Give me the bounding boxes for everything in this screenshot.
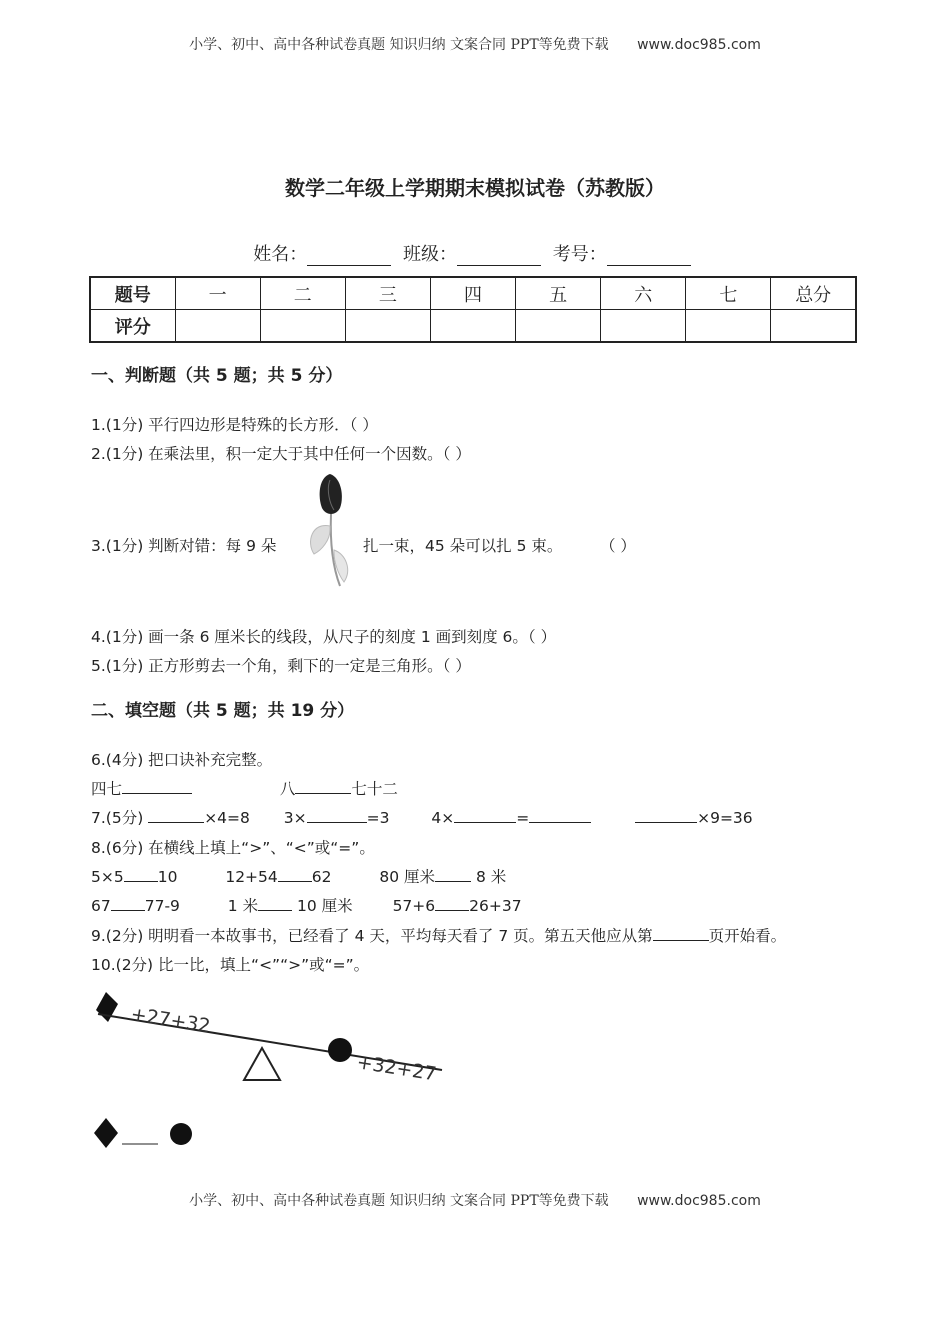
q8-expr: 80 厘米 <box>379 868 436 886</box>
class-field[interactable] <box>457 247 541 266</box>
score-input-cell[interactable] <box>430 310 515 343</box>
q8-expr: 5×5 <box>91 868 124 886</box>
exam-no-field[interactable] <box>607 247 691 266</box>
score-input-cell[interactable] <box>686 310 771 343</box>
question-8-row-1 <box>91 865 506 887</box>
q7-text: 3× <box>283 809 307 827</box>
answer-blank[interactable] <box>258 896 292 911</box>
q7-label: 7.(5分) <box>91 809 144 827</box>
answer-blank[interactable] <box>653 926 709 941</box>
question-3-text-a: 3.(1分) 判断对错：每 9 朵 <box>91 537 277 555</box>
comparison-row <box>92 1116 202 1150</box>
section2-heading: 二、填空题（共 5 题；共 19 分） <box>91 701 355 721</box>
q9-text: 页开始看。 <box>708 927 787 945</box>
score-table <box>89 276 857 343</box>
table-cell: 一 <box>175 277 260 310</box>
answer-blank[interactable] <box>148 808 204 823</box>
score-input-cell[interactable] <box>175 310 260 343</box>
score-input-cell[interactable] <box>516 310 601 343</box>
table-cell: 五 <box>516 277 601 310</box>
question-3-bracket: （ ） <box>600 537 636 555</box>
q8-expr: 8 米 <box>475 868 507 886</box>
page-footer <box>0 1190 950 1210</box>
table-cell: 四 <box>430 277 515 310</box>
answer-blank[interactable] <box>454 808 516 823</box>
question-1: 1.(1分) 平行四边形是特殊的长方形．（ ） <box>91 416 378 434</box>
q8-expr: 10 厘米 <box>297 897 353 915</box>
question-9 <box>91 924 786 946</box>
name-label: 姓名： <box>253 244 308 265</box>
answer-blank[interactable] <box>635 808 697 823</box>
table-cell: 六 <box>601 277 686 310</box>
triangle-fulcrum-icon <box>244 1048 280 1080</box>
answer-blank[interactable] <box>295 779 351 794</box>
answer-blank[interactable] <box>435 867 471 882</box>
table-cell: 七 <box>686 277 771 310</box>
question-5: 5.(1分) 正方形剪去一个角，剩下的一定是三角形。（ ） <box>91 657 471 675</box>
footer-text: 小学、初中、高中各种试卷真题 知识归纳 文案合同 PPT等免费下载 <box>189 1193 609 1209</box>
flower-image <box>300 470 358 590</box>
score-input-cell[interactable] <box>260 310 345 343</box>
score-input-cell[interactable] <box>345 310 430 343</box>
score-table-header-row <box>90 277 856 310</box>
q8-expr: 67 <box>91 897 111 915</box>
question-4: 4.(1分) 画一条 6 厘米长的线段，从尺子的刻度 1 画到刻度 6。（ ） <box>91 628 557 646</box>
circle-icon <box>328 1038 352 1062</box>
seesaw-left-label: +27+32 <box>129 1003 212 1038</box>
q6-text: 八 <box>279 780 296 798</box>
answer-blank[interactable] <box>529 808 591 823</box>
answer-blank[interactable] <box>111 896 145 911</box>
q9-text: 9.(2分) 明明看一本故事书，已经看了 4 天，平均每天看了 7 页。第五天他应从第 <box>91 927 653 945</box>
footer-site-link[interactable]: www.doc985.com <box>637 1193 761 1209</box>
answer-blank[interactable] <box>124 867 158 882</box>
student-info <box>0 240 950 266</box>
q8-expr: 62 <box>311 868 332 886</box>
page-header <box>0 34 950 54</box>
question-6: 6.(4分) 把口诀补充完整。 <box>91 751 273 769</box>
header-site-link[interactable]: www.doc985.com <box>637 37 761 53</box>
seesaw-right-label: +32+27 <box>355 1051 438 1086</box>
q8-expr: 1 米 <box>227 897 259 915</box>
score-table-score-row <box>90 310 856 343</box>
name-field[interactable] <box>307 247 391 266</box>
question-8: 8.(6分) 在横线上填上“>”、“<”或“=”。 <box>91 839 375 857</box>
rose-bloom-icon <box>320 474 342 514</box>
header-text: 小学、初中、高中各种试卷真题 知识归纳 文案合同 PPT等免费下载 <box>189 37 609 53</box>
answer-blank[interactable] <box>278 867 312 882</box>
class-label: 班级： <box>403 244 457 265</box>
q7-text: =3 <box>366 809 390 827</box>
q8-expr: 26+37 <box>469 897 522 915</box>
rose-leaf-icon <box>311 525 330 554</box>
q7-text: 4× <box>431 809 455 827</box>
question-6-items <box>91 777 398 799</box>
q8-expr: 12+54 <box>225 868 278 886</box>
seesaw-figure <box>90 980 460 1090</box>
table-cell: 三 <box>345 277 430 310</box>
q7-text: ×4=8 <box>204 809 250 827</box>
question-3-text-b: 扎一束，45 朵可以扎 5 束。 <box>363 537 563 555</box>
q7-text: = <box>516 809 530 827</box>
circle-icon <box>170 1123 192 1145</box>
question-10: 10.(2分) 比一比，填上“<”“>”或“=”。 <box>91 956 370 974</box>
question-2: 2.(1分) 在乘法里，积一定大于其中任何一个因数。（ ） <box>91 445 471 463</box>
page-title: 数学二年级上学期期末模拟试卷（苏教版） <box>285 176 665 200</box>
question-7 <box>91 806 753 828</box>
q8-expr: 10 <box>157 868 178 886</box>
answer-blank[interactable] <box>435 896 469 911</box>
table-cell: 评分 <box>90 310 175 343</box>
question-8-row-2 <box>91 894 522 916</box>
table-cell: 二 <box>260 277 345 310</box>
table-cell: 总分 <box>771 277 856 310</box>
score-input-cell[interactable] <box>601 310 686 343</box>
table-cell: 题号 <box>90 277 175 310</box>
q8-expr: 57+6 <box>392 897 436 915</box>
q8-expr: 77-9 <box>144 897 180 915</box>
answer-blank[interactable] <box>307 808 367 823</box>
exam-no-label: 考号： <box>552 244 607 265</box>
q6-text: 七十二 <box>351 780 398 798</box>
q7-text: ×9=36 <box>697 809 753 827</box>
diamond-icon <box>94 1118 118 1148</box>
answer-blank[interactable] <box>122 779 192 794</box>
q6-text: 四七 <box>91 780 123 798</box>
score-input-cell[interactable] <box>771 310 856 343</box>
section1-heading: 一、判断题（共 5 题；共 5 分） <box>91 366 343 386</box>
